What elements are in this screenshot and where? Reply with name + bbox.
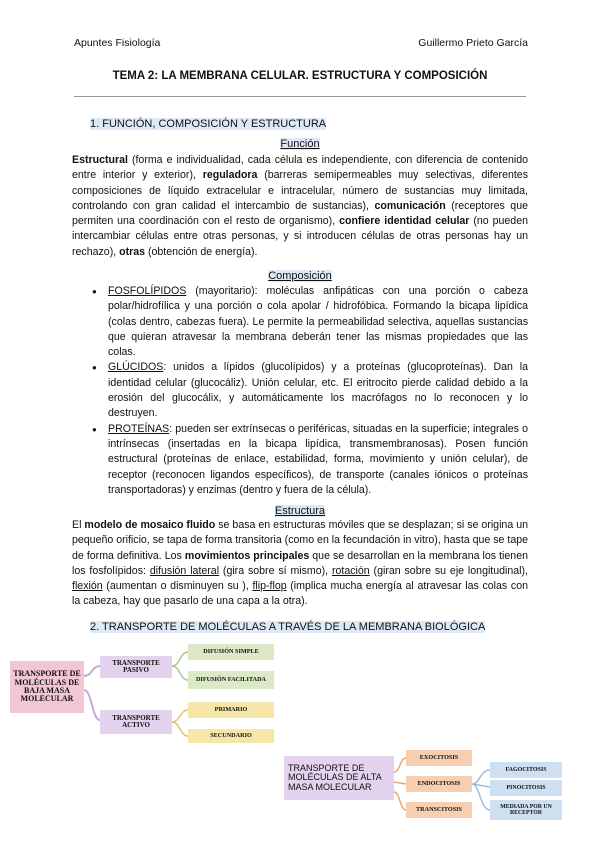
- diagram2-exocitosis: EXOCITOSIS: [406, 750, 472, 766]
- header-left: Apuntes Fisiología: [74, 37, 161, 49]
- diagram1-secundario: SECUNDARIO: [188, 729, 274, 743]
- diagram2-endocitosis: ENDOCITOSIS: [406, 776, 472, 792]
- diagram1-difusion-facilitada: DIFUSIÓN FACILITADA: [188, 671, 274, 689]
- funcion-subheading: Función: [280, 138, 320, 150]
- diagram1-difusion-simple: DIFUSIÓN SIMPLE: [188, 644, 274, 660]
- estructura-subheading: Estructura: [274, 505, 326, 517]
- diagram1-pasivo: TRANSPORTE PASIVO: [100, 656, 172, 678]
- list-item: ● PROTEÍNAS: pueden ser extrínsecas o periféricas, situadas en la superficie; integrales o intrínsecas (insertadas en la bicapa lipídica, transmembranosas). Posen función estructural (proteínas de enlace, estabilidad, forma, movimiento y unión celular), de receptor (reconocen ligandos específicos), de transporte (canales iónicos o proteínas transportadoras) y enzimas (dentro y fuera de la célula).: [92, 422, 528, 498]
- list-item: ● GLÚCIDOS: unidos a lípidos (glucolípidos) y a proteínas (glucoproteínas). Dan la identidad celular (glucocáliz). Unión celular, etc. El eritrocito pierde calidad debido a la erosión del glucocálix, y automáticamente los macrófagos no lo reconocen y lo destruyen.: [92, 360, 528, 421]
- composicion-subheading: Composición: [268, 270, 332, 282]
- estructura-paragraph: El modelo de mosaico fluido se basa en estructuras móviles que se desplazan; si se origina un pequeño orificio, se tapa de forma transitoria (como en la fecundación in vitro), hasta que se tape de forma definitiva. Los movimientos principales que se desarrollan en la membrana los tienen los fosfolípidos: difusión lateral (gira sobre sí mismo), rotación (giran sobre su eje longitudinal), flexión (aumentan o disminuyen su ), flip-flop (implica mucha energía al atravesar las colas con la cabeza, hay que pasarlo de una capa a la otra).: [72, 519, 529, 608]
- section1-heading: 1. FUNCIÓN, COMPOSICIÓN Y ESTRUCTURA: [90, 118, 327, 130]
- list-item: ● FOSFOLÍPIDOS (mayoritario): moléculas anfipáticas con una porción o cabeza polar/hidrofílica y una porción o cola apolar / hidrofóbica. Formando la bicapa lipídica (colas dentro, cabezas fuera). Le permite la permeabilidad selectiva, aquellas sustancias que quieran atravesar la membrana deberán tener las mismas propiedades que las colas.: [92, 284, 528, 360]
- diagram2-root: TRANSPORTE DE MOLÉCULAS DE ALTA MASA MOLECULAR: [284, 756, 394, 800]
- header-right: Guillermo Prieto García: [418, 37, 528, 49]
- diagram2-receptor: MEDIADA POR UN RECEPTOR: [490, 800, 562, 820]
- section2-heading: 2. TRANSPORTE DE MOLÉCULAS A TRAVÉS DE LA MEMBRANA BIOLÓGICA: [90, 621, 486, 633]
- diagram2-transcitosis: TRANSCITOSIS: [406, 802, 472, 818]
- diagram1-root: TRANSPORTE DE MOLÉCULAS DE BAJA MASA MOLECULAR: [10, 661, 84, 713]
- diagram1-activo: TRANSPORTE ACTIVO: [100, 710, 172, 734]
- funcion-paragraph: Estructural (forma e individualidad, cada célula es independiente, con diferencia de contenido entre interior y exterior), reguladora (barreras semipermeables muy selectivas, diferentes composiciones de líquido extracelular e intracelular, número de sustancias muy limitada, controlando con gran calidad el intercambio de sustancias), comunicación (receptores que permiten una coordinación con el resto de organismo), confiere identidad celular (no pueden intercambiar células entre otras personas, y si introducen células de otras personas hay un rechazo), otras (obtención de energía).: [72, 154, 528, 258]
- diagram2-pinocitosis: PINOCITOSIS: [490, 780, 562, 796]
- diagram1-primario: PRIMARIO: [188, 702, 274, 718]
- page-title: TEMA 2: LA MEMBRANA CELULAR. ESTRUCTURA Y COMPOSICIÓN: [112, 70, 488, 82]
- diagram2-fagocitosis: FAGOCITOSIS: [490, 762, 562, 778]
